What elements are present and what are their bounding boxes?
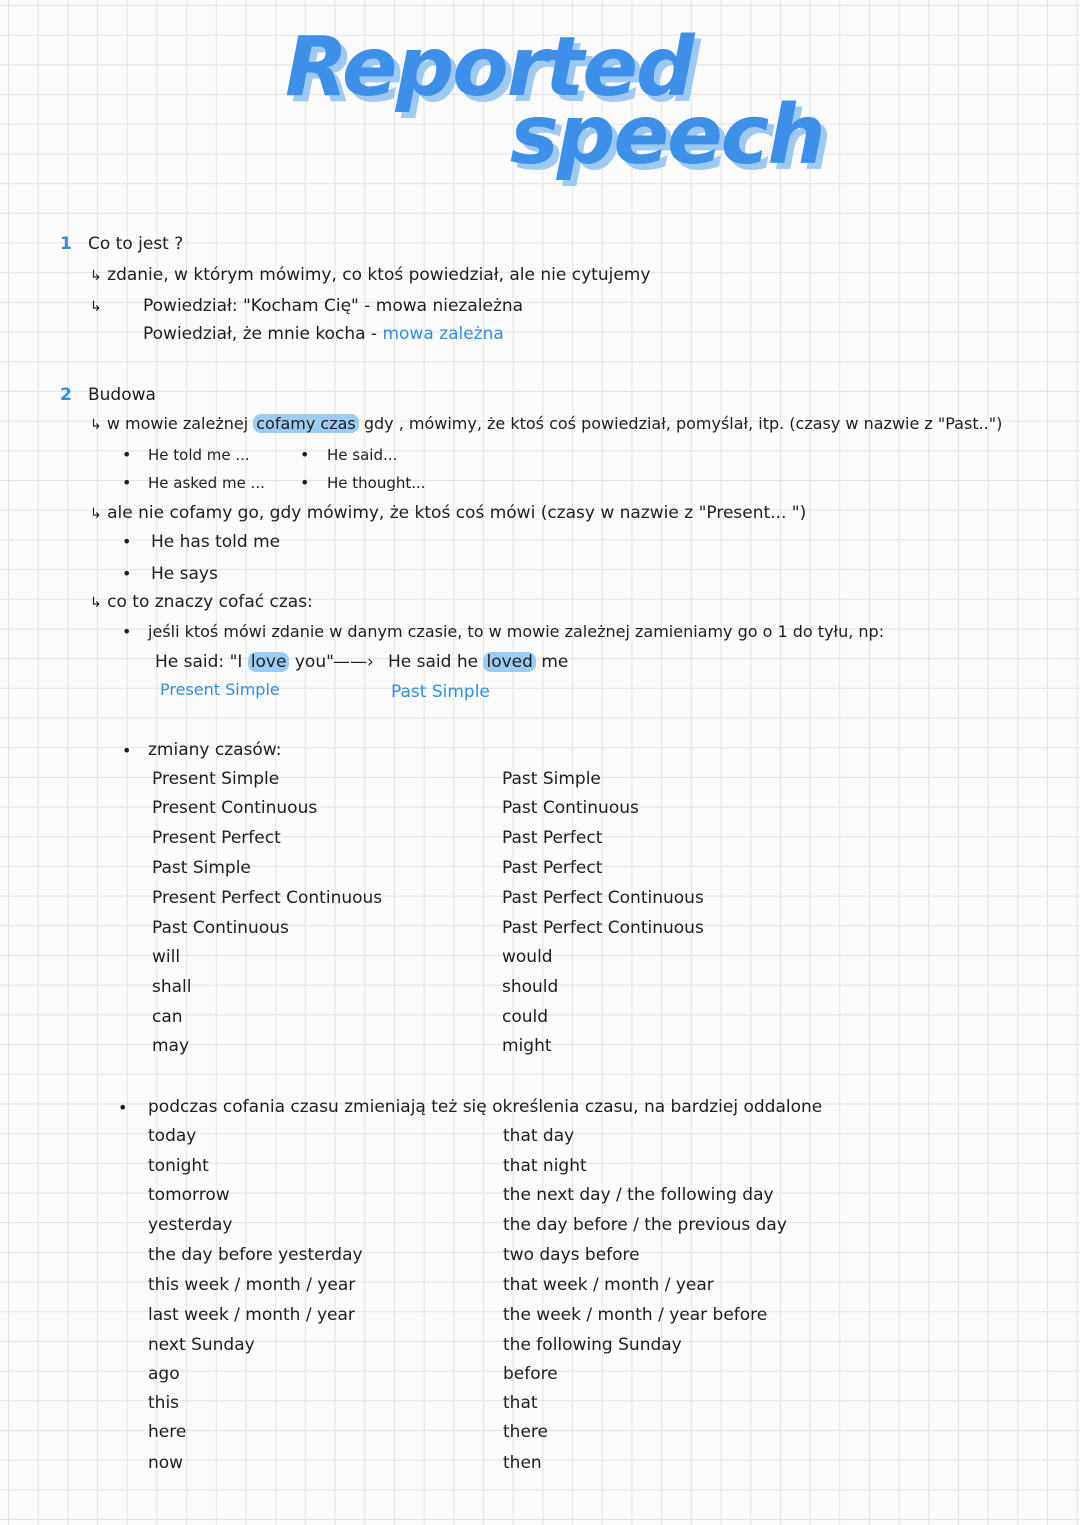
title-speech: speech — [510, 88, 824, 183]
reported-form: the day before / the previous day — [503, 1215, 787, 1235]
label-past-simple: Past Simple — [391, 682, 490, 702]
reported-form: the week / month / year before — [503, 1305, 768, 1325]
original-form: the day before yesterday — [148, 1245, 363, 1265]
original-form: here — [148, 1422, 187, 1442]
reported-form: Past Perfect Continuous — [502, 888, 704, 908]
reported-form: that night — [503, 1156, 587, 1176]
original-form: Past Simple — [152, 858, 251, 878]
arrow-icon: ↳ — [90, 417, 102, 433]
original-form: Present Perfect — [152, 828, 281, 848]
original-form: Present Perfect Continuous — [152, 888, 383, 908]
reported-form: Past Simple — [502, 769, 601, 789]
section-heading-2: Budowa — [88, 385, 156, 405]
reported-form: there — [503, 1422, 548, 1442]
subheading: co to znaczy cofać czas: — [107, 592, 313, 612]
original-form: next Sunday — [148, 1335, 255, 1355]
original-form: last week / month / year — [148, 1305, 355, 1325]
arrow-icon: ↳ — [90, 595, 102, 611]
example-direct-end: you" — [289, 652, 334, 672]
label-present-simple: Present Simple — [160, 680, 280, 699]
tenses-heading: zmiany czasów: — [148, 740, 282, 760]
original-form: shall — [152, 977, 192, 997]
original-form: tomorrow — [148, 1185, 230, 1205]
title-reported: Reported — [285, 20, 693, 115]
section-heading-1: Co to jest ? — [88, 234, 184, 254]
original-form: will — [152, 947, 181, 967]
example-item: He has told me — [151, 532, 281, 552]
reported-form: Past Perfect Continuous — [502, 918, 704, 938]
original-form: can — [152, 1007, 183, 1027]
example-reported-end: me — [535, 652, 569, 672]
reported-form: then — [503, 1453, 542, 1473]
reported-form: should — [502, 977, 559, 997]
example-direct: Powiedział: "Kocham Cię" - mowa niezależna — [143, 296, 524, 316]
reported-form: might — [502, 1036, 552, 1056]
time-heading: podczas cofania czasu zmieniają też się określenia czasu, na bardziej oddalone — [148, 1097, 823, 1117]
original-form: now — [148, 1453, 184, 1473]
highlight-love: love — [248, 652, 290, 672]
highlight-cofamy-czas: cofamy czas — [253, 414, 359, 433]
reported-form: Past Perfect — [502, 828, 603, 848]
example-item: He says — [151, 564, 218, 584]
example-item: He told me ... — [148, 446, 250, 464]
example-reported-b: He said he — [388, 652, 484, 672]
rule-text-cont: gdy , mówimy, że ktoś coś powiedział, pomyślał, itp. (czasy w nazwie z "Past..") — [363, 414, 1003, 433]
section-number-2: 2 — [60, 385, 72, 405]
term-mowa-zalezna: mowa zależna — [382, 324, 504, 344]
original-form: Present Simple — [152, 769, 280, 789]
reported-form: before — [503, 1364, 558, 1384]
example-direct-a: He said: "I — [155, 652, 248, 672]
reported-form: that day — [503, 1126, 575, 1146]
arrow-icon: ↳ — [90, 299, 102, 315]
original-form: today — [148, 1126, 197, 1146]
rule-text: w mowie zależnej — [106, 414, 249, 433]
section-number-1: 1 — [60, 234, 72, 254]
original-form: Present Continuous — [152, 798, 318, 818]
original-form: Past Continuous — [152, 918, 289, 938]
rule-text-3: jeśli ktoś mówi zdanie w danym czasie, to w mowie zależnej zamieniamy go o 1 do tyłu, np: — [148, 622, 885, 641]
rule-text-2: ale nie cofamy go, gdy mówimy, że ktoś coś mówi (czasy w nazwie z "Present... ") — [107, 503, 807, 523]
original-form: may — [152, 1036, 190, 1056]
original-form: this week / month / year — [148, 1275, 356, 1295]
reported-form: could — [502, 1007, 549, 1027]
example-reported: Powiedział, że mnie kocha - — [143, 324, 383, 344]
example-item: He said... — [327, 446, 398, 464]
arrow-icon: ↳ — [90, 506, 102, 522]
original-form: yesterday — [148, 1215, 233, 1235]
highlight-loved: loved — [483, 652, 535, 672]
reported-form: the following Sunday — [503, 1335, 682, 1355]
reported-form: would — [502, 947, 553, 967]
arrow-icon: ↳ — [90, 268, 102, 284]
reported-form: Past Perfect — [502, 858, 603, 878]
original-form: ago — [148, 1364, 180, 1384]
example-item: He thought... — [327, 474, 426, 492]
reported-form: that — [503, 1393, 538, 1413]
reported-form: two days before — [503, 1245, 640, 1265]
original-form: tonight — [148, 1156, 209, 1176]
reported-form: Past Continuous — [502, 798, 639, 818]
definition-text: zdanie, w którym mówimy, co ktoś powiedział, ale nie cytujemy — [107, 265, 651, 285]
reported-form: that week / month / year — [503, 1275, 714, 1295]
original-form: this — [148, 1393, 180, 1413]
reported-form: the next day / the following day — [503, 1185, 774, 1205]
example-item: He asked me ... — [148, 474, 265, 492]
arrow-icon: ——› — [333, 652, 374, 672]
